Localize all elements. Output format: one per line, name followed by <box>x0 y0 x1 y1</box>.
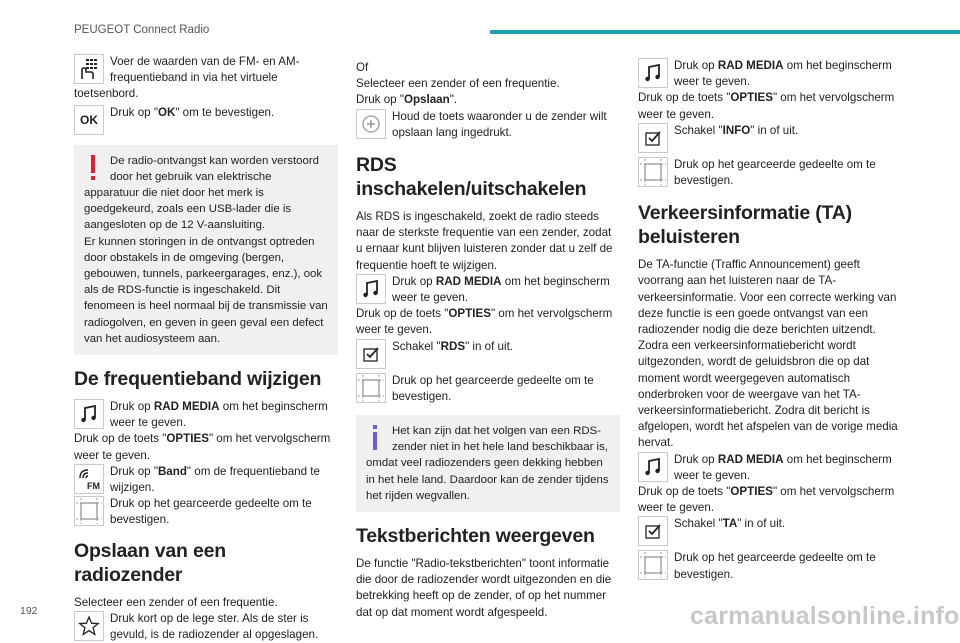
ok-icon-label: OK <box>80 112 98 127</box>
music-note-icon <box>74 399 104 429</box>
shaded-area-icon <box>638 550 668 580</box>
section-title-save-station: Opslaan van een radiozender <box>74 539 226 586</box>
ta-options-pre: Druk op de toets " <box>638 485 731 499</box>
ta-confirm-step <box>638 550 902 582</box>
save-pre: Druk op " <box>356 93 404 107</box>
ok-post: " om te bevestigen. <box>175 105 275 119</box>
ta-confirm-text: Druk op het gearceerde gedeelte om te bevestigen. <box>674 551 876 581</box>
info-options-post: " om het vervolgscherm weer te geven. <box>638 91 895 121</box>
watermark: carmanualsonline.info <box>690 602 960 630</box>
rds-bold: RDS <box>440 339 466 353</box>
checkbox-icon <box>638 123 668 153</box>
s2-star-step <box>74 611 338 643</box>
rds-confirm-text: Druk op het gearceerde gedeelte om te bevestigen. <box>392 373 594 403</box>
column-1 <box>74 54 338 643</box>
ta-intro: De TA-functie (Traffic Announcement) geeft voorrang aan het luisteren naar de TA-verkeersinformatie. Voor een correcte werking van deze functie is een goede ontvangst van een radiozender nodig die deze berichten uitzendt. Zodra een verkeersinformatiebericht wordt uitgezonden, wordt de geluidsbron die op dat moment wordt weergegeven automatisch onderbroken voor de weergave van het TA-verkeersinformatiebericht. Zodra dit bericht is afgelopen, wordt het afspelen van de vorige media hervat. <box>638 258 898 450</box>
info-confirm-text: Druk op het gearceerde gedeelte om te bevestigen. <box>674 157 876 188</box>
info-options-line <box>638 90 902 122</box>
music-note-icon <box>638 58 668 88</box>
ta-options-line <box>638 484 902 516</box>
s2-select-text: Selecteer een zender of een frequentie. <box>74 595 278 609</box>
ta-options-bold: OPTIES <box>730 485 773 499</box>
checkbox-icon <box>356 339 386 369</box>
info-media-post: om het beginscherm weer te geven. <box>674 59 892 89</box>
info-toggle-step <box>638 123 902 153</box>
column-3 <box>638 58 902 583</box>
warning-icon <box>86 155 100 181</box>
info-media-bold: RAD MEDIA <box>717 59 784 72</box>
rds-options-bold: OPTIES <box>448 307 491 321</box>
save-line <box>356 92 620 108</box>
ta-pre: Schakel " <box>674 517 723 531</box>
info-options-pre: Druk op de toets " <box>638 91 731 105</box>
ok-step <box>74 105 338 135</box>
ta-bold: TA <box>722 517 738 531</box>
section-title-traffic-info: Verkeersinformatie (TA) beluisteren <box>638 202 852 249</box>
music-note-icon <box>356 274 386 304</box>
keypad-text: Voer de waarden van de FM- en AM-frequentieband in via het virtuele toetsenbord. <box>74 55 300 101</box>
s1-media-post: om het beginscherm weer te geven. <box>110 400 328 430</box>
ta-media-pre: Druk op <box>674 452 718 466</box>
hold-text: Houd de toets waaronder u de zender wilt opslaan lang ingedrukt. <box>392 109 607 139</box>
s1-media-step <box>74 399 338 431</box>
rds-media-post: om het beginscherm weer te geven. <box>392 274 610 305</box>
rds-options-post: " om het vervolgscherm weer te geven. <box>356 307 613 337</box>
checkbox-icon <box>638 516 668 546</box>
s1-options-bold: OPTIES <box>166 432 209 446</box>
header-accent-bar <box>490 30 960 34</box>
ta-media-step <box>638 452 902 484</box>
s1-band-post: " om de frequentieband te wijzigen. <box>110 464 320 495</box>
ta-toggle-step <box>638 516 902 546</box>
info-post: " in of uit. <box>750 123 799 137</box>
add-preset-icon <box>356 109 386 139</box>
rds-intro: Als RDS is ingeschakeld, zoekt de radio steeds naar de sterkste frequentie van een zender, zodat u ernaar kunt blijven luisteren zonder dat u zelf de frequentie hoeft te wijzigen. <box>356 210 613 272</box>
column-2 <box>356 60 620 621</box>
info-bold: INFO <box>722 123 751 137</box>
shaded-area-icon <box>638 157 668 187</box>
hold-step <box>356 109 620 141</box>
save-post: ". <box>449 93 458 107</box>
ta-media-post: om het beginscherm weer te geven. <box>674 452 892 482</box>
keypad-icon <box>74 54 104 84</box>
s1-confirm-step <box>74 496 338 528</box>
rds-media-bold: RAD MEDIA <box>435 274 502 288</box>
info-media-step <box>638 58 902 90</box>
s1-options-pre: Druk op de toets " <box>74 432 167 446</box>
section-title-frequency-band: De frequentieband wijzigen <box>74 368 322 391</box>
s1-media-pre: Druk op <box>110 400 154 414</box>
star-icon <box>74 611 104 641</box>
ok-bold: OK <box>157 105 176 119</box>
page-number: 192 <box>20 605 38 617</box>
rds-media-pre: Druk op <box>392 274 436 288</box>
radio-band-icon <box>74 464 104 494</box>
warning-text-1: De radio-ontvangst kan worden verstoord door het gebruik van elektrische apparatuur die niet door het merk is goedgekeurd, zoals een USB-lader die is aangesloten op de 12 V-aansluiting. <box>84 154 319 232</box>
rds-post: " in of uit. <box>465 339 514 353</box>
info-box <box>356 415 620 512</box>
keypad-step <box>74 54 338 103</box>
s1-options-line <box>74 431 338 463</box>
ok-icon <box>74 105 104 135</box>
text-intro: De functie "Radio-tekstberichten" toont informatie die door de radiozender wordt uitgezonden en die betrekking heeft op de zender, of op het nummer dat op dat moment wordt afgespeeld. <box>356 557 612 619</box>
rds-toggle-step <box>356 339 620 369</box>
shaded-area-icon <box>74 496 104 526</box>
info-text: Het kan zijn dat het volgen van een RDS-zender niet in het hele land beschikbaar is, omdat veel radiozenders geen dekking hebben in het hele land. Daardoor kan de zender tijdens het rijden wegvallen. <box>366 425 609 502</box>
s1-band-step <box>74 464 338 496</box>
rds-confirm-step <box>356 373 620 405</box>
s1-band-pre: Druk op " <box>110 464 158 478</box>
svg-text:FM: FM <box>87 480 100 491</box>
info-icon <box>368 425 382 451</box>
info-pre: Schakel " <box>674 123 723 137</box>
select-text: Selecteer een zender of een frequentie. <box>356 77 560 91</box>
section-title-text-messages: Tekstberichten weergeven <box>356 525 595 548</box>
header-title: PEUGEOT Connect Radio <box>74 24 210 36</box>
rds-media-step <box>356 274 620 306</box>
warning-text-2: Er kunnen storingen in de ontvangst optreden door obstakels in de omgeving (bergen, gebouwen, tunnels, parkeergarages, enz.), ook als de RDS-functie is ingeschakeld. Dit fenomeen is heel normaal bij de transmissie van radiogolven, en geven in geen geval een defect van het audiosysteem aan. <box>84 235 328 345</box>
ta-post: " in of uit. <box>737 517 786 531</box>
warning-box <box>74 145 338 355</box>
ta-options-post: " om het vervolgscherm weer te geven. <box>638 485 895 515</box>
info-media-pre: Druk op <box>674 59 718 72</box>
s1-media-bold: RAD MEDIA <box>153 400 220 414</box>
s1-options-post: " om het vervolgscherm weer te geven. <box>74 432 331 462</box>
save-bold: Opslaan <box>403 93 450 107</box>
info-confirm-step <box>638 157 902 189</box>
s2-star-text: Druk kort op de lege ster. Als de ster is gevuld, is de radiozender al opgeslagen. <box>110 611 319 642</box>
ta-media-bold: RAD MEDIA <box>717 452 784 466</box>
rds-options-pre: Druk op de toets " <box>356 307 449 321</box>
music-note-icon <box>638 452 668 482</box>
section-title-rds: RDS inschakelen/uitschakelen <box>356 154 587 201</box>
rds-pre: Schakel " <box>392 339 441 353</box>
rds-options-line <box>356 306 620 338</box>
s1-band-bold: Band <box>157 464 187 478</box>
info-options-bold: OPTIES <box>730 91 773 105</box>
s1-confirm-text: Druk op het gearceerde gedeelte om te bevestigen. <box>110 497 312 527</box>
ok-pre: Druk op " <box>110 105 158 119</box>
shaded-area-icon <box>356 373 386 403</box>
or-text: Of <box>356 61 369 74</box>
